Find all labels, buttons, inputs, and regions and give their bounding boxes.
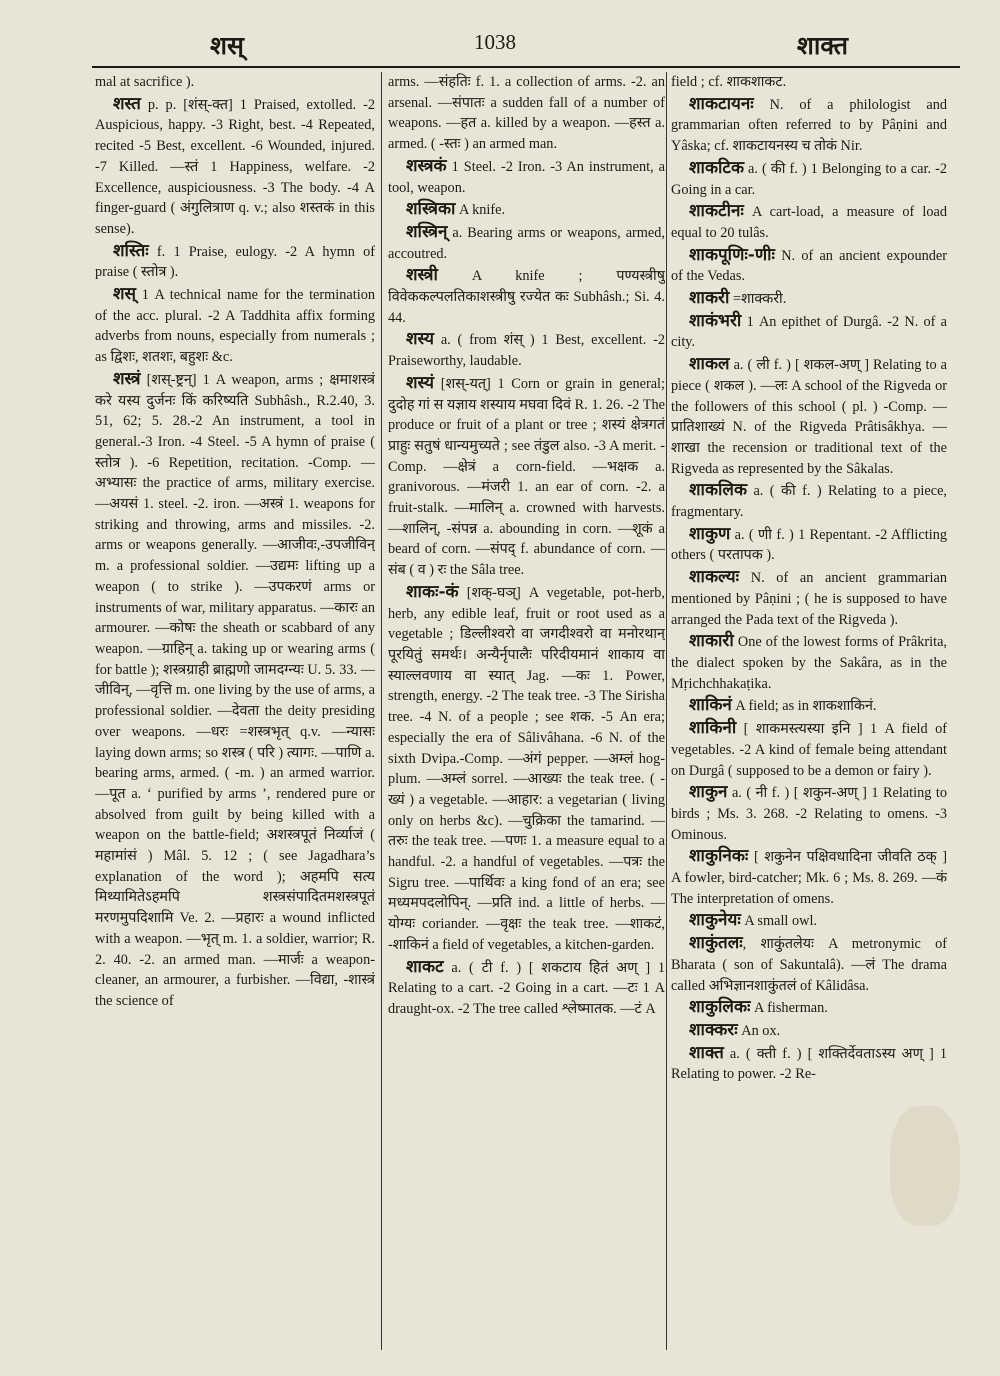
- dictionary-entry: [95, 241, 375, 283]
- entry-headword: शस्: [113, 284, 137, 305]
- dictionary-entry: [388, 156, 665, 198]
- entry-definition: a. ( नी f. ) [ शकुन-अण् ] 1 Relating to birds ; Ms. 3. 268. -2 Relating to omens. -3 Ominous.: [671, 785, 947, 843]
- entry-definition: 1 An epithet of Durgâ. -2 N. of a city.: [671, 313, 947, 351]
- entry-headword: शस्त्रिका: [406, 199, 456, 220]
- entry-headword: शस्त्रकं: [406, 155, 447, 176]
- dictionary-entry: [671, 201, 947, 243]
- entry-definition: [शस्-ष्ट्रन्] 1 A weapon, arms ; क्षमाशस्त्रं करे यस्य दुर्जनः किं करिष्यति Subhâsh., R.2.40, 3. 51, 62; 5. 28.-2 An instrument, a tool in general.-3 Iron. -4 Steel. -5 A hymn of praise ( स्तोत्र ). -6 Repetition, recitation. -Comp. —अभ्यासः the practice of arms, military exercise. —अयसं 1. steel. -2. iron. —अस्त्रं 1. weapons for striking and throwing, arms and missiles. -2. arms or weapons generally. —आजीवः,-उपजीविन् m. a professional soldier. —उद्यमः lifting up a weapon ( to strike ). —उपकरणं arms or instruments of war, military apparatus. —कारः an armourer. —कोषः the sheath or scabbard of any weapon. —ग्राहिन् a. taking up or wearing arms ( for battle ); शस्त्रग्राही ब्राह्मणो जामदग्न्यः U. 5. 33. —जीविन्, —वृत्ति m. one living by the use of arms, a professional soldier. —देवता the deity presiding over weapons. —धरः =शस्त्रभृत् q.v. —न्यासः laying down arms; so शस्त्र ( परि ) त्यागः. —पाणि a. bearing arms, armed. ( -m. ) an armed warrior. —पूत a. ‘ purified by arms ’, rendered pure or absolved from guilt by being killed with a weapon on the battle-field; अशस्त्रपूतं निर्व्याजं ( महामांसं ) Mâl. 5. 12 ; ( see Jagadhara’s explanation of the word ); अहमपि सत्य मिथ्यामितेऽहमपि शस्त्रसंपादितमशस्त्रपूतं मरणमुपदिशामि Ve. 2. —प्रहारः a wound inflicted with a weapon. —भृत् m. 1. a soldier, warrior; R. 2. 40. -2. an armed man. —मार्जः a weapon-cleaner, an armourer, a furbisher. —विद्या, -शास्त्रं the science of: [95, 371, 375, 1009]
- page-number: 1038: [474, 30, 516, 54]
- entry-headword: शाकट: [406, 956, 444, 977]
- entry-definition: =शाक्करी.: [729, 291, 787, 308]
- entry-headword: शाकंभरी: [689, 310, 742, 331]
- entry-definition: [शक्-घञ्] A vegetable, pot-herb, herb, any edible leaf, fruit or root used as a vegetable ; डिल्लीश्वरो वा जगदीश्वरो वा मनोरथान् पूरयितुं समर्थः। अन्यैर्नृपालैः परिदीयमानं शाकाय वा स्याल्लवणाय वा स्यात् Jag. —कः 1. Power, strength, energy. -2 The teak tree. -3 The Sirisha tree. -4 N. of a people ; see शक. -5 An era; especially the era of Sâlivâhana. -6 N. of the sixth Dvipa.-Comp. —अंगं pepper. —अम्लं hog-plum. —अम्लं sorrel. —आख्यः the teak tree. ( -ख्यं ) a vegetable. —आहार: a vegetarian ( living only on herbs &c). —चुक्रिका the tamarind. —तरुः the teak tree. —पणः 1. a measure equal to a handful. -2. a handful of vegetables. —पत्रः the Sigru tree. —पार्थिवः a king fond of an era; see मध्यमपदलोपिन्. —प्रति ind. a little of herbs. —योग्यः coriander. —वृक्षः the teak tree. —शाकटं, -शाकिनं a field of vegetables, a kitchen-garden.: [388, 584, 665, 953]
- dictionary-entry: [388, 265, 665, 328]
- entry-definition: , शाकुंतलेयः A metronymic of Bharata ( son of Sakuntalâ). —लं The drama called अभिज्ञानशाकुंतलं of Kâlidâsa.: [671, 936, 947, 994]
- entry-headword: शाकिनी: [689, 718, 737, 739]
- entry-headword: शाकुंतलः: [689, 933, 743, 954]
- entry-definition: a. ( क्ती f. ) [ शक्तिर्देवताऽस्य अण् ] 1 Relating to power. -2 Re-: [671, 1045, 947, 1083]
- column-1: [95, 72, 375, 1352]
- entry-headword: शाकिनं: [689, 695, 732, 716]
- header-rule: [92, 66, 960, 68]
- entry-definition: [ शाकमस्त्यस्या इनि ] 1 A field of vegetables. -2 A kind of female being attendant on Durgâ ( supposed to be a demon or fairy ).: [671, 721, 947, 779]
- entry-headword: शाकुनिकः: [689, 846, 749, 867]
- entry-definition: A knife ; पण्यस्त्रीषु विवेककल्पलतिकाशस्त्रीषु रज्येत कः Subhâsh.; Si. 4. 44.: [388, 268, 665, 326]
- entry-definition: A cart-load, a measure of load equal to 20 tulâs.: [671, 204, 947, 241]
- entry-headword: शाकुलिकः: [689, 997, 751, 1018]
- entry-definition: A field; as in शाकशाकिनं.: [731, 698, 877, 715]
- entry-headword: शस्त्री: [406, 265, 438, 286]
- entry-definition: a. ( की f. ) 1 Belonging to a car. -2 Going in a car.: [671, 160, 947, 198]
- dictionary-entry: [671, 354, 947, 479]
- entry-headword: शस्त्रं: [113, 368, 141, 389]
- dictionary-entry: [671, 524, 947, 566]
- entry-definition: a. ( from शंस् ) 1 Best, excellent. -2 Praiseworthy, laudable.: [388, 332, 665, 370]
- dictionary-entry: [388, 957, 665, 1020]
- right-headword: शाक्त: [796, 31, 848, 60]
- entry-definition: An ox.: [737, 1022, 781, 1039]
- dictionary-entry: [95, 72, 375, 93]
- entry-headword: शाकुन: [689, 782, 728, 803]
- dictionary-entry: [671, 933, 947, 996]
- entry-definition: A knife.: [455, 202, 506, 219]
- dictionary-entry: [671, 288, 947, 310]
- entry-definition: [शस्-यत्] 1 Corn or grain in general; दुदोह गां स यज्ञाय शस्याय मघवा दिवं R. 1. 26. -2 The produce or fruit of a plant or tree ; शस्यं क्षेत्रगतं प्राहुः सतुषं धान्यमुच्यते ; see तंडुल also. -3 A merit. -Comp. —क्षेत्रं a corn-field. —भक्षक a. granivorous. —मंजरी 1. an ear of corn. -2. a fruit-stalk. —मालिन् a. crowned with harvests. —शालिन्, -संपन्न a. abounding in corn. —शूकं a beard of corn. —संपद् f. abundance of corn. —संब ( व ) रः the Sâla tree.: [388, 375, 665, 579]
- dictionary-entry: [671, 782, 947, 845]
- dictionary-entry: [671, 997, 947, 1019]
- entry-definition: a. ( ली f. ) [ शकल-अण् ] Relating to a piece ( शकल ). —लः A school of the Rigveda or the followers of this school ( pl. ) -Comp. —प्रातिशाख्यं N. of the Rigveda Prâtisâkhya. —शाखा the recension or traditional text of the Rigveda as represented by the Sâkalas.: [671, 357, 947, 477]
- dictionary-entry: [388, 582, 665, 956]
- dictionary-entry: [671, 718, 947, 781]
- entry-headword: शस्य: [406, 329, 435, 350]
- entry-definition: field ; cf. शाकशाकट.: [671, 74, 787, 90]
- entry-definition: f. 1 Praise, eulogy. -2 A hymn of praise ( स्तोत्र ).: [95, 243, 375, 281]
- entry-headword: शाकटीनः: [689, 201, 744, 222]
- paper-stain: [890, 1106, 960, 1226]
- dictionary-entry: [671, 94, 947, 157]
- column-divider: [381, 72, 382, 1350]
- dictionary-entry: [388, 373, 665, 581]
- entry-definition: A small owl.: [740, 913, 818, 930]
- entry-headword: शाक्करः: [689, 1019, 738, 1040]
- entry-headword: शाकारी: [689, 631, 734, 652]
- entry-headword: शाकुण: [689, 523, 731, 544]
- entry-definition: a. Bearing arms or weapons, armed, accoutred.: [388, 224, 665, 262]
- entry-headword: शाकल्यः: [689, 567, 740, 588]
- entry-headword: शाकः-कं: [406, 581, 459, 602]
- dictionary-entry: [671, 567, 947, 630]
- entry-definition: [ शकुनेन पक्षिवधादिना जीवति ठक् ] A fowler, bird-catcher; Mk. 6 ; Ms. 8. 269. —कं The interpretation of omens.: [671, 849, 947, 907]
- dictionary-entry: [95, 94, 375, 240]
- entry-headword: शाक्त: [689, 1042, 724, 1063]
- entry-headword: शाकुनेयः: [689, 910, 741, 931]
- dictionary-entry: [671, 631, 947, 694]
- entry-headword: शाकपूणिः-णीः: [689, 244, 775, 265]
- column-divider: [666, 72, 667, 1350]
- dictionary-entry: [671, 158, 947, 200]
- entry-headword: शाकटायनः: [689, 93, 754, 114]
- column-2: [388, 72, 665, 1352]
- entry-definition: A fisherman.: [750, 1000, 828, 1017]
- entry-definition: N. of an ancient expounder of the Vedas.: [671, 247, 947, 285]
- entry-definition: p. p. [शंस्-क्त] 1 Praised, extolled. -2 Auspicious, happy. -3 Right, best. -4 Repeated, recited -5 Best, excellent. -6 Wounded, injured. -7 Killed. —स्तं 1 Happiness, welfare. -2 Excellence, auspiciousness. -3 The body. -4 A finger-guard ( अंगुलित्राण q. v.; also शस्तकं in this sense).: [95, 96, 375, 237]
- dictionary-entry: [671, 480, 947, 522]
- entry-headword: शाकलिक: [689, 480, 748, 501]
- dictionary-entry: [388, 72, 665, 155]
- entry-headword: शस्तिः: [113, 240, 149, 261]
- entry-definition: N. of a philologist and grammarian often referred to by Pâṇini and Yâska; cf. शाकटायनस्य च तोकं Nir.: [671, 96, 947, 155]
- dictionary-entry: [95, 284, 375, 368]
- dictionary-entry: [671, 1043, 947, 1085]
- entry-headword: शस्त्रिन्: [406, 221, 448, 242]
- entry-headword: शाकल: [689, 354, 730, 375]
- dictionary-entry: [388, 199, 665, 221]
- entry-headword: शस्त: [113, 93, 141, 114]
- entry-definition: a. ( णी f. ) 1 Repentant. -2 Afflicting others ( परतापक ).: [671, 526, 947, 564]
- dictionary-entry: [671, 695, 947, 717]
- entry-headword: शाकरी: [689, 288, 730, 309]
- entry-definition: arms. —संहतिः f. 1. a collection of arms. -2. an arsenal. —संपातः a sudden fall of a number of weapons. —हत a. killed by a weapon. —हस्त a. armed. ( -स्तः ) an armed man.: [388, 74, 665, 153]
- page-header: [92, 22, 960, 70]
- entry-definition: a. ( टी f. ) [ शकटाय हितं अण् ] 1 Relating to a cart. -2 Going in a cart. —टः 1 A draught-ox. -2 The tree called श्लेष्मातक. —टं A: [388, 959, 665, 1017]
- dictionary-entry: [671, 910, 947, 932]
- dictionary-entry: [671, 1020, 947, 1042]
- dictionary-entry: [95, 369, 375, 1012]
- dictionary-entry: [671, 72, 947, 93]
- entry-definition: One of the lowest forms of Prâkrita, the dialect spoken by the Sakâra, as in the Mṛichchhakaṭika.: [671, 634, 947, 692]
- entry-headword: शस्यं: [406, 372, 435, 393]
- entry-definition: N. of an ancient grammarian mentioned by Pâṇini ; ( he is supposed to have arranged the Pada text of the Rigveda ).: [671, 570, 947, 628]
- dictionary-entry: [671, 245, 947, 287]
- entry-headword: शाकटिक: [689, 157, 745, 178]
- dictionary-entry: [671, 311, 947, 353]
- entry-definition: mal at sacrifice ).: [95, 74, 195, 90]
- dictionary-entry: [388, 329, 665, 371]
- dictionary-entry: [671, 846, 947, 909]
- left-headword: शस्: [210, 31, 244, 60]
- dictionary-entry: [388, 222, 665, 264]
- entry-definition: a. ( की f. ) Relating to a piece, fragmentary.: [671, 483, 947, 521]
- entry-definition: 1 A technical name for the termination of the acc. plural. -2 A Taddhita affix forming adverbs from nouns, especially from numerals ; as द्विशः, शतशः, बहुशः &c.: [95, 287, 375, 366]
- entry-definition: 1 Steel. -2 Iron. -3 An instrument, a tool, weapon.: [388, 158, 665, 196]
